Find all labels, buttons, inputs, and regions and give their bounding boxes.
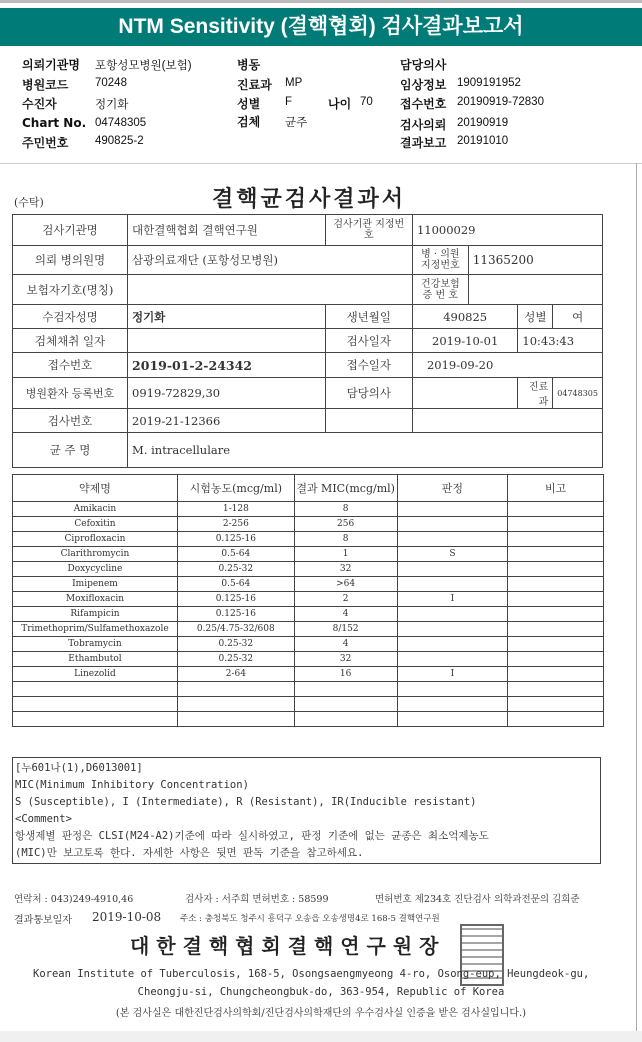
test-range: 0.5-64 — [177, 577, 294, 592]
info-value: 20190919-72830 — [457, 96, 544, 108]
table-row — [13, 547, 604, 562]
cell-label: 보험자기호(명칭) — [13, 275, 128, 305]
interpretation — [397, 562, 508, 577]
drug-name — [13, 712, 178, 727]
interpretation: I — [397, 592, 508, 607]
column-header: 판정 — [397, 475, 508, 502]
cell-value: 0919-72829,30 — [128, 378, 326, 409]
info-label: 검체 — [237, 115, 261, 129]
info-value: 04748305 — [95, 117, 147, 129]
cell-label: 의뢰 병의원명 — [13, 246, 128, 275]
remark — [508, 652, 604, 667]
test-range: 0.25-32 — [177, 652, 294, 667]
cell-value: 삼광의료재단 (포항성모병원) — [128, 246, 413, 275]
contact-text: 연락처 : 043)249-4910,46 — [14, 894, 134, 905]
cell-label: 건강보험 증 번 호 — [412, 275, 468, 305]
info-value: 20190919 — [457, 117, 509, 129]
info-value: 70248 — [95, 77, 127, 89]
drug-name: Imipenem — [13, 577, 178, 592]
remark — [508, 502, 604, 517]
interpretation — [397, 532, 508, 547]
test-range: 2-256 — [177, 517, 294, 532]
table-row — [13, 622, 604, 637]
cell-value: 04748305 — [553, 378, 603, 409]
cell-label: 병 · 의원 지정번호 — [412, 246, 468, 275]
comment-line: [누601나(1),D6013001] — [15, 762, 143, 774]
interpretation — [397, 697, 508, 712]
info-label: 진료과 — [237, 78, 272, 92]
cell-label: 병원환자 등록번호 — [13, 378, 128, 409]
cell-empty — [412, 409, 602, 433]
interpretation: I — [397, 667, 508, 682]
info-label: 담당의사 — [400, 58, 447, 72]
comment-line: S (Susceptible), I (Intermediate), R (Resistant), IR(Inducible resistant) — [15, 796, 477, 808]
table-row — [13, 532, 604, 547]
remark — [508, 517, 604, 532]
section-divider — [0, 163, 642, 164]
cell-label: 성별 — [518, 305, 553, 329]
interpretation — [397, 652, 508, 667]
notify-label: 결과통보일자 — [14, 915, 72, 926]
cell-label: 균 주 명 — [13, 433, 128, 468]
cell-label: 검사일자 — [325, 329, 412, 353]
copy-mark: (수탁) — [14, 196, 44, 209]
test-range: 2-64 — [177, 667, 294, 682]
drug-name: Amikacin — [13, 502, 178, 517]
mic-result: 16 — [294, 667, 397, 682]
cell-value: 2019-09-20 — [412, 353, 602, 378]
cell-value: 490825 — [412, 305, 517, 329]
remark — [508, 637, 604, 652]
info-label: 나이 — [328, 97, 352, 111]
drug-name: Ethambutol — [13, 652, 178, 667]
drug-name: Doxycycline — [13, 562, 178, 577]
info-value: 정기화 — [95, 99, 129, 111]
drug-name — [13, 682, 178, 697]
info-value: 490825-2 — [95, 135, 144, 147]
drug-name: Moxifloxacin — [13, 592, 178, 607]
cell-value: 2019-01-2-24342 — [128, 353, 326, 378]
test-range: 0.125-16 — [177, 607, 294, 622]
interpretation — [397, 712, 508, 727]
test-range: 0.125-16 — [177, 592, 294, 607]
cell-value — [412, 378, 517, 409]
comment-box — [12, 757, 601, 864]
remark — [508, 547, 604, 562]
info-label: 의뢰기관명 — [22, 58, 80, 72]
info-label: 임상정보 — [400, 78, 447, 92]
table-row — [13, 562, 604, 577]
cell-value: 2019-21-12366 — [128, 409, 326, 433]
cell-value — [128, 275, 413, 305]
interpretation — [397, 517, 508, 532]
bottom-strip — [0, 1031, 642, 1042]
interpretation — [397, 607, 508, 622]
mic-result — [294, 712, 397, 727]
info-label: 주민번호 — [22, 136, 69, 150]
english-address-2: Cheongju-si, Chungcheongbuk-do, 363-954, Republic of Korea — [137, 986, 505, 998]
drug-name: Ciprofloxacin — [13, 532, 178, 547]
specimen-info-table — [12, 214, 603, 468]
info-label: 병동 — [237, 58, 261, 72]
test-range: 0.5-64 — [177, 547, 294, 562]
scan-right-border — [636, 163, 637, 1031]
cell-label: 검사기관 지정번호 — [325, 215, 412, 246]
info-value: 균주 — [285, 117, 308, 129]
cell-value: M. intracellulare — [128, 433, 603, 468]
remark — [508, 577, 604, 592]
table-row — [13, 592, 604, 607]
info-value: F — [285, 96, 293, 108]
table-row — [13, 637, 604, 652]
mic-result: 32 — [294, 562, 397, 577]
drug-name: Linezolid — [13, 667, 178, 682]
notify-date: 2019-10-08 — [92, 910, 162, 924]
cell-label: 접수번호 — [13, 353, 128, 378]
drug-table-header — [13, 475, 604, 502]
test-range — [177, 682, 294, 697]
report-header-title: NTM Sensitivity (결핵협회) 검사결과보고서 — [0, 8, 642, 46]
table-row — [13, 607, 604, 622]
info-label: 접수번호 — [400, 97, 447, 111]
column-header: 시험농도(mcg/ml) — [177, 475, 294, 502]
remark — [508, 622, 604, 637]
drug-name: Trimethoprim/Sulfamethoxazole — [13, 622, 178, 637]
remark — [508, 532, 604, 547]
mic-result: 8 — [294, 502, 397, 517]
remark — [508, 607, 604, 622]
cell-value: 여 — [553, 305, 603, 329]
mic-result — [294, 697, 397, 712]
interpretation — [397, 637, 508, 652]
interpretation — [397, 577, 508, 592]
info-value: 1909191952 — [457, 77, 521, 89]
table-row — [13, 652, 604, 667]
cell-label: 검사번호 — [13, 409, 128, 433]
remark — [508, 667, 604, 682]
cell-label: 접수일자 — [325, 353, 412, 378]
cell-label: 진료과 — [518, 378, 553, 409]
remark — [508, 592, 604, 607]
table-row — [13, 667, 604, 682]
table-row — [13, 502, 604, 517]
mic-result: 32 — [294, 652, 397, 667]
remark — [508, 712, 604, 727]
mic-result: 1 — [294, 547, 397, 562]
info-value: 포항성모병원(보험) — [95, 60, 192, 72]
table-row — [13, 517, 604, 532]
cell-value — [128, 329, 326, 353]
cell-label: 생년월일 — [325, 305, 412, 329]
test-range — [177, 712, 294, 727]
interpretation — [397, 682, 508, 697]
drug-name: Clarithromycin — [13, 547, 178, 562]
column-header: 약제명 — [13, 475, 178, 502]
interpretation: S — [397, 547, 508, 562]
test-range: 0.25-32 — [177, 562, 294, 577]
comment-line: <Comment> — [15, 813, 72, 825]
mic-result: 2 — [294, 592, 397, 607]
remark — [508, 562, 604, 577]
test-range — [177, 697, 294, 712]
table-row — [13, 682, 604, 697]
remark — [508, 682, 604, 697]
info-label: 검사의뢰 — [400, 118, 447, 132]
test-range: 1-128 — [177, 502, 294, 517]
info-label: 결과보고 — [400, 136, 447, 150]
interpretation — [397, 502, 508, 517]
mic-result: 256 — [294, 517, 397, 532]
license-text: 면허번호 제234호 진단검사 의학과전문의 김희준 — [375, 894, 580, 905]
cell-value: 11000029 — [412, 215, 602, 246]
examiner-text: 검사자 : 서주희 면허번호 : 58599 — [185, 894, 329, 905]
mic-result: >64 — [294, 577, 397, 592]
address-text: 주소 : 충청북도 청주시 흥덕구 오송읍 오송생명4로 168-5 결핵연구원 — [180, 914, 440, 924]
drug-name: Cefoxitin — [13, 517, 178, 532]
drug-susceptibility-table — [12, 474, 604, 727]
cell-label: 검체채취 일자 — [13, 329, 128, 353]
table-row — [13, 577, 604, 592]
cell-label: 검사기관명 — [13, 215, 128, 246]
cell-value: 2019-10-01 — [412, 329, 517, 353]
info-value: 20191010 — [457, 135, 509, 147]
comment-line: 항생제별 판정은 CLSI(M24-A2)기준에 따라 실시하였고, 판정 기준에 없는 균종은 최소억제농도 — [15, 830, 489, 842]
cell-value: 10:43:43 — [518, 329, 603, 353]
cell-value: 11365200 — [468, 246, 602, 275]
table-row — [13, 712, 604, 727]
report-title: 결핵균검사결과서 — [212, 186, 407, 212]
drug-name: Tobramycin — [13, 637, 178, 652]
info-label: 성별 — [237, 97, 261, 111]
info-label: 수진자 — [22, 97, 57, 111]
certification-note: (본 검사실은 대한진단검사의학회/진단검사의학재단의 우수검사실 인증을 받은 검사실입니다.) — [115, 1008, 527, 1019]
table-row — [13, 697, 604, 712]
mic-result: 8/152 — [294, 622, 397, 637]
test-range: 0.25-32 — [177, 637, 294, 652]
mic-result: 8 — [294, 532, 397, 547]
info-label: Chart No. — [22, 116, 87, 130]
interpretation — [397, 622, 508, 637]
info-label: 병원코드 — [22, 78, 69, 92]
test-range: 0.125-16 — [177, 532, 294, 547]
column-header: 결과 MIC(mcg/ml) — [294, 475, 397, 502]
column-header: 비고 — [508, 475, 604, 502]
cell-label: 담당의사 — [325, 378, 412, 409]
test-range: 0.25/4.75-32/608 — [177, 622, 294, 637]
drug-name — [13, 697, 178, 712]
mic-result: 4 — [294, 607, 397, 622]
cell-value — [468, 275, 602, 305]
info-value: MP — [285, 77, 303, 89]
cell-empty — [325, 409, 412, 433]
cell-label: 수검자성명 — [13, 305, 128, 329]
mic-result — [294, 682, 397, 697]
remark — [508, 697, 604, 712]
drug-name: Rifampicin — [13, 607, 178, 622]
comment-line: MIC(Minimum Inhibitory Concentration) — [15, 779, 249, 791]
mic-result: 4 — [294, 637, 397, 652]
window-top-border — [0, 0, 642, 3]
institute-name: 대 한 결 핵 협 회 결 핵 연 구 원 장 — [130, 934, 439, 958]
english-address-1: Korean Institute of Tuberculosis, 168-5, Osongsaengmyeong 4-ro, Osong-eup, Heungdeok-gu, — [33, 968, 590, 980]
comment-line: (MIC)만 보고토록 한다. 자세한 사항은 뒷면 판독 기준을 참고하세요. — [15, 847, 364, 859]
cell-value: 정기화 — [128, 305, 326, 329]
info-value: 70 — [360, 96, 373, 108]
cell-value: 대한결핵협회 결핵연구원 — [128, 215, 326, 246]
